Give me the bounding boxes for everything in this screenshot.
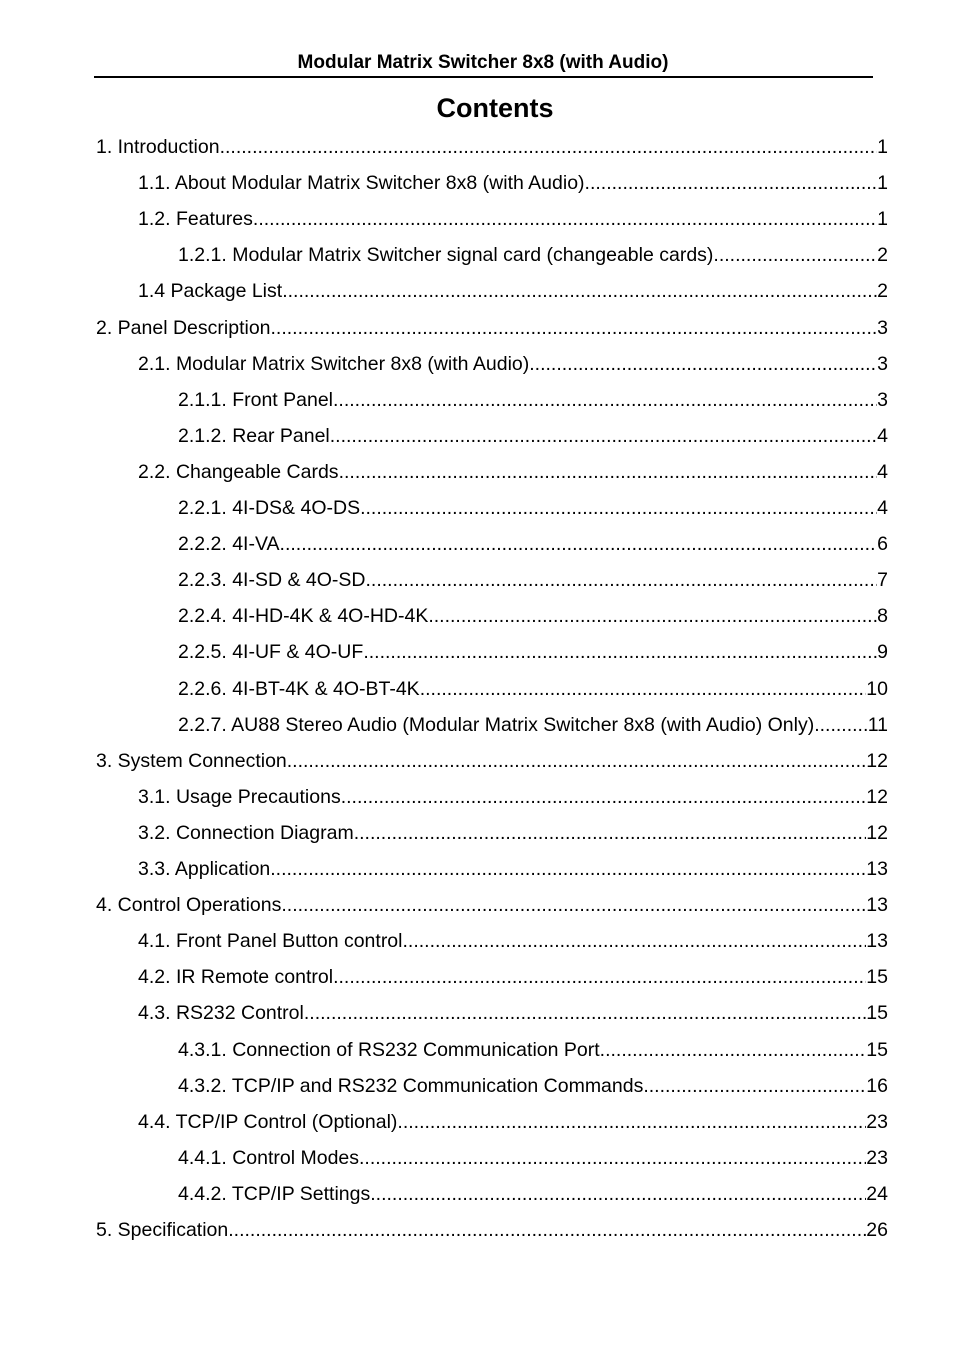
toc-entry[interactable] <box>178 1181 888 1207</box>
toc-dot-leader <box>600 1037 867 1063</box>
toc-dot-leader <box>713 242 877 268</box>
toc-entry[interactable] <box>138 820 888 846</box>
toc-dot-leader <box>287 748 867 774</box>
toc-entry[interactable] <box>96 748 888 774</box>
toc-entry[interactable] <box>138 856 888 882</box>
toc-entry-title: 1. Introduction <box>96 136 220 158</box>
toc-entry-page-number: 15 <box>866 1002 888 1025</box>
toc-entry-page-number: 1 <box>877 172 888 195</box>
toc-entry-page-number: 11 <box>867 713 888 736</box>
toc-dot-leader <box>403 928 867 954</box>
toc-entry[interactable] <box>178 531 888 557</box>
toc-entry-page-number: 23 <box>866 1146 888 1169</box>
toc-entry-title: 2.2.5. 4I-UF & 4O-UF <box>178 641 364 664</box>
toc-entry-title: 2.1.2. Rear Panel <box>178 424 330 447</box>
toc-entry-title: 4.4. TCP/IP Control (Optional) <box>138 1110 398 1133</box>
toc-entry[interactable] <box>178 712 888 738</box>
toc-dot-leader <box>366 567 878 593</box>
toc-entry-page-number: 12 <box>866 749 888 772</box>
toc-entry[interactable] <box>138 1109 888 1135</box>
toc-entry-title: 2.2.4. 4I-HD-4K & 4O-HD-4K <box>178 605 429 628</box>
toc-entry[interactable] <box>138 928 888 954</box>
toc-entry-title: 4.4.1. Control Modes <box>178 1146 360 1169</box>
toc-entry-page-number: 12 <box>866 785 888 808</box>
toc-dot-leader <box>271 315 878 341</box>
toc-entry[interactable] <box>96 134 888 160</box>
toc-entry-title: 2. Panel Description <box>96 316 271 339</box>
toc-dot-leader <box>220 134 878 160</box>
toc-entry-title: 2.2. Changeable Cards <box>138 460 339 483</box>
toc-entry[interactable] <box>96 315 888 341</box>
toc-dot-leader <box>281 892 866 918</box>
toc-entry[interactable] <box>178 603 888 629</box>
toc-entry-page-number: 4 <box>877 424 888 447</box>
page-title: Contents <box>436 93 554 123</box>
toc-entry[interactable] <box>96 1217 888 1243</box>
toc-entry-title: 2.2.2. 4I-VA <box>178 533 280 556</box>
toc-dot-leader <box>333 964 866 990</box>
toc-entry-page-number: 9 <box>877 641 888 664</box>
toc-entry-title: 4.3.1. Connection of RS232 Communication Port <box>178 1038 600 1061</box>
toc-entry-page-number: 15 <box>866 1038 888 1061</box>
toc-entry-page-number: 3 <box>877 352 888 375</box>
toc-dot-leader <box>228 1217 866 1243</box>
toc-dot-leader <box>420 676 867 702</box>
toc-entry-title: 4. Control Operations <box>96 894 282 917</box>
toc-entry[interactable] <box>178 1073 888 1099</box>
toc-entry[interactable] <box>138 170 888 196</box>
toc-entry[interactable] <box>138 964 888 990</box>
toc-entry-page-number: 3 <box>877 316 888 339</box>
toc-dot-leader <box>814 712 868 738</box>
toc-entry[interactable] <box>178 495 888 521</box>
toc-dot-leader <box>428 603 877 629</box>
toc-entry-title: 2.2.3. 4I-SD & 4O-SD <box>178 569 366 592</box>
toc-entry-title: 1.1. About Modular Matrix Switcher 8x8 (with Audio) <box>138 172 585 195</box>
toc-entry-title: 3.3. Application <box>138 858 271 880</box>
toc-entry[interactable] <box>178 387 888 413</box>
toc-dot-leader <box>354 820 867 846</box>
toc-entry-title: 2.2.1. 4I-DS& 4O-DS <box>178 497 361 519</box>
toc-entry-title: 2.2.7. AU88 Stereo Audio (Modular Matrix Switcher 8x8 (with Audio) Only) <box>178 713 815 736</box>
toc-entry-page-number: 12 <box>866 821 888 844</box>
toc-dot-leader <box>363 639 877 665</box>
toc-entry[interactable] <box>96 892 888 918</box>
toc-dot-leader <box>341 784 867 810</box>
toc-entry-page-number: 13 <box>866 894 888 917</box>
toc-dot-leader <box>585 170 878 196</box>
toc-dot-leader <box>280 531 878 557</box>
toc-dot-leader <box>339 459 878 485</box>
toc-entry-page-number: 24 <box>866 1182 888 1205</box>
toc-entry-title: 3. System Connection <box>96 749 287 772</box>
toc-dot-leader <box>270 856 866 882</box>
toc-entry[interactable] <box>178 242 888 268</box>
toc-entry-page-number: 2 <box>877 280 888 303</box>
toc-entry-title: 4.1. Front Panel Button control <box>138 930 403 953</box>
toc-dot-leader <box>359 1145 866 1171</box>
toc-entry-page-number: 13 <box>866 930 888 953</box>
toc-dot-leader <box>253 206 877 232</box>
toc-entry-page-number: 6 <box>877 533 888 556</box>
toc-entry[interactable] <box>138 784 888 810</box>
toc-dot-leader <box>529 351 877 377</box>
toc-entry[interactable] <box>178 1145 888 1171</box>
toc-entry-page-number: 15 <box>866 966 888 989</box>
toc-entry[interactable] <box>178 567 888 593</box>
toc-entry-title: 1.2. Features <box>138 208 253 231</box>
toc-entry[interactable] <box>138 278 888 304</box>
toc-entry-page-number: 3 <box>877 388 888 411</box>
toc-entry-title: 4.4.2. TCP/IP Settings <box>178 1182 371 1205</box>
toc-entry-page-number: 1 <box>877 136 888 158</box>
toc-entry-title: 4.2. IR Remote control <box>138 966 334 989</box>
toc-dot-leader <box>360 495 877 521</box>
toc-entry[interactable] <box>138 351 888 377</box>
running-header-title: Modular Matrix Switcher 8x8 (with Audio) <box>297 52 669 73</box>
toc-entry[interactable] <box>178 423 888 449</box>
toc-entry-page-number: 8 <box>877 605 888 628</box>
toc-dot-leader <box>397 1109 866 1135</box>
toc-entry[interactable] <box>138 459 888 485</box>
toc-entry-title: 3.2. Connection Diagram <box>138 821 354 844</box>
toc-entry-title: 2.1.1. Front Panel <box>178 388 334 411</box>
toc-entry-title: 3.1. Usage Precautions <box>138 785 341 808</box>
toc-entry-page-number: 1 <box>877 208 888 231</box>
toc-dot-leader <box>333 387 877 413</box>
toc-entry-page-number: 16 <box>866 1074 888 1097</box>
toc-entry-page-number: 23 <box>866 1110 888 1133</box>
toc-entry-title: 2.2.6. 4I-BT-4K & 4O-BT-4K <box>178 677 420 700</box>
toc-entry[interactable] <box>178 639 888 665</box>
toc-entry-title: 1.4 Package List <box>138 280 283 303</box>
toc-entry[interactable] <box>138 206 888 232</box>
toc-dot-leader <box>643 1073 866 1099</box>
toc-entry-title: 1.2.1. Modular Matrix Switcher signal card (changeable cards) <box>178 244 714 267</box>
toc-entry[interactable] <box>178 1037 888 1063</box>
toc-dot-leader <box>370 1181 866 1207</box>
toc-dot-leader <box>304 1000 866 1026</box>
toc-entry[interactable] <box>138 1000 888 1026</box>
header-rule <box>94 76 873 78</box>
toc-entry-title: 2.1. Modular Matrix Switcher 8x8 (with Audio) <box>138 352 530 375</box>
toc-entry-title: 4.3. RS232 Control <box>138 1002 304 1025</box>
toc-entry-page-number: 4 <box>877 460 888 483</box>
toc-dot-leader <box>282 278 877 304</box>
toc-entry-page-number: 7 <box>877 569 888 592</box>
toc-entry-page-number: 13 <box>866 858 888 880</box>
toc-entry-page-number: 2 <box>877 244 888 267</box>
toc-dot-leader <box>330 423 877 449</box>
toc-entry-page-number: 26 <box>866 1219 888 1241</box>
toc-entry-page-number: 10 <box>866 677 888 700</box>
toc-entry-page-number: 4 <box>877 497 888 519</box>
toc-entry-title: 5. Specification <box>96 1219 229 1241</box>
toc-entry[interactable] <box>178 676 888 702</box>
toc-entry-title: 4.3.2. TCP/IP and RS232 Communication Commands <box>178 1074 644 1097</box>
